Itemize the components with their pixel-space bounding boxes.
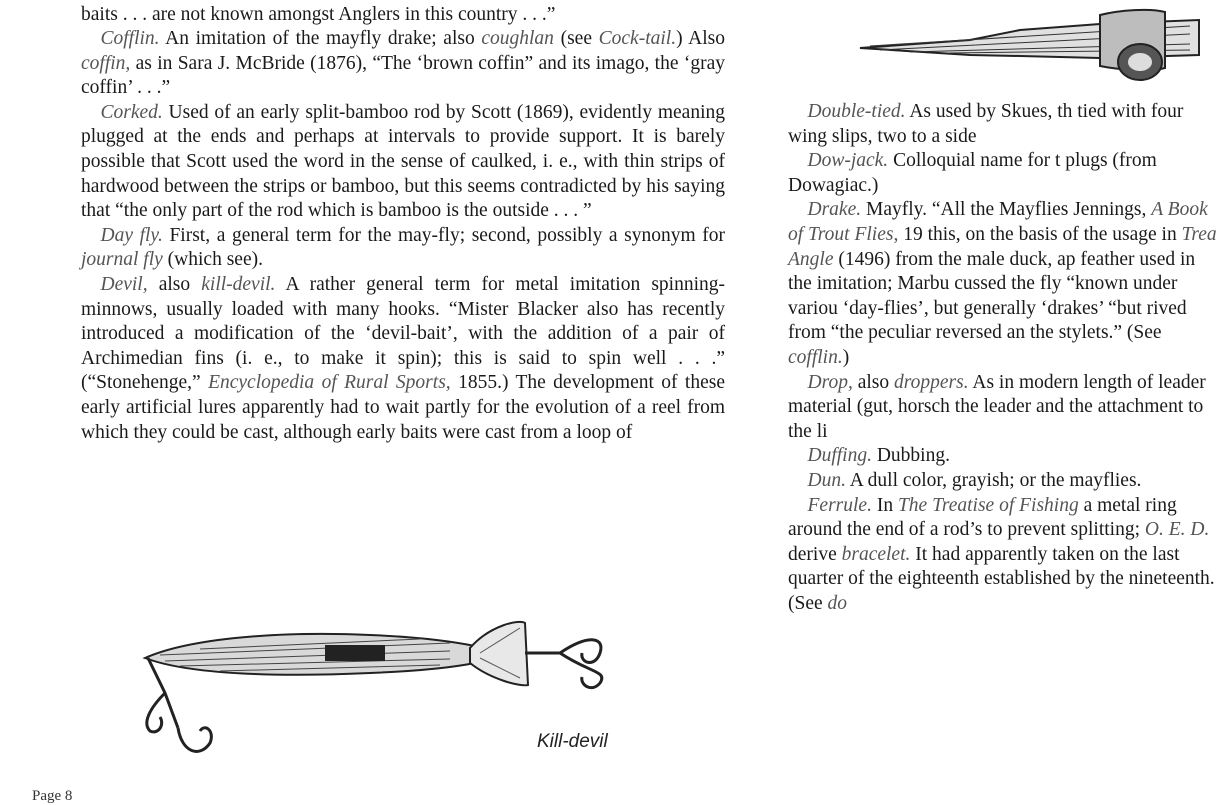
entry-body: As used by Skues, th tied with four wing slips, two to a side xyxy=(788,101,1184,147)
entry-dow-jack xyxy=(788,149,1218,198)
entry-body: also droppers. As in modern length of leader material (gut, horsch the leader and the attachment to the li xyxy=(788,371,1206,442)
entry-duffing xyxy=(788,444,1218,469)
entry-term: Double-tied. xyxy=(807,101,906,122)
entry-body: also kill-devil. A rather general term for metal imitation spinning-minnows, usually loaded with many hooks. “Mister Blacker also has recently introduced a modification of the ‘devil-bait’, with the addition of a pair of Archimedian fins (i. e., to make it spin); this is said to spin well . . .” (“Stonehenge,” Encyclopedia of Rural Sports, 1855.) The development of these early artificial lures apparently had to wait partly for the evolution of a reel from which they could be cast, although early baits were cast from a loop of xyxy=(81,273,725,443)
entry-cofflin xyxy=(81,27,725,101)
entry-term: Drake. xyxy=(807,199,862,221)
entry-devil xyxy=(81,273,725,445)
entry-term: Dow-jack. xyxy=(807,150,889,172)
entry-body: First, a general term for the may-fly; second, possibly a synonym for journal fly (which see). xyxy=(81,224,726,271)
entry-body: In The Treatise of Fishing a metal ring around the end of a rod’s to prevent splitting; O. E. D. derive bracelet. It had apparently taken on the last quarter of the eighteenth established by the nineteenth. (See do xyxy=(788,494,1215,614)
entry-term: Dun. xyxy=(807,469,846,491)
entry-term: Ferrule. xyxy=(807,494,872,516)
figure-caption: Kill-devil xyxy=(537,731,608,752)
entry-day-fly xyxy=(81,224,725,273)
page-number: Page 8 xyxy=(32,788,73,804)
left-column xyxy=(81,3,725,28)
entry-body: Used of an early split-bamboo rod by Scott (1869), evidently meaning plugged at the ends and perhaps at intervals to provide support. It is barely possible that Scott used the word in the sense of caulked, i. e., with thin strips of hardwood between the strips or bamboo, but this seems contradicted by his saying that “the only part of the rod which is bamboo is the outside . . . ” xyxy=(81,101,725,222)
entry-drake xyxy=(788,198,1218,370)
right-entries xyxy=(788,100,1218,616)
entry-body: A dull color, grayish; or the mayflies. xyxy=(845,469,1142,491)
entry-body: Dubbing. xyxy=(871,445,950,467)
entry-ferrule xyxy=(788,494,1218,617)
entry-double-tied xyxy=(788,100,1218,149)
entry-corked xyxy=(81,101,725,224)
kill-devil-illustration xyxy=(120,613,640,783)
entry-body: Colloquial name for t plugs (from Dowagiac.) xyxy=(788,150,1157,196)
entry-body: Mayfly. “All the Mayflies Jennings, A Book of Trout Flies, 19 this, on the basis of the usage in Trea Angle (1496) from the male duck, ap feather used in the imitation; Marbu cussed the fly “known under variou ‘day-flies’, but generally ‘drakes’ “but rived from “the peculiar reversed an the stylets.” (See cofflin.) xyxy=(788,199,1217,368)
entry-body: An imitation of the mayfly drake; also coughlan (see Cock-tail.) Also coffin, as in Sara J. McBride (1876), “The ‘brown coffin” and its imago, the ‘gray coffin’ . . .” xyxy=(81,28,725,99)
entry-term: Day fly. xyxy=(100,224,163,246)
entry-term: Devil, xyxy=(100,273,148,295)
entry-drop xyxy=(788,371,1218,445)
entry-term: Corked. xyxy=(100,101,163,123)
left-entries xyxy=(81,27,725,445)
entry-term: Cofflin. xyxy=(100,28,160,49)
entry-dun xyxy=(788,469,1218,494)
ferrule-illustration xyxy=(850,0,1199,95)
carryover-line: baits . . . are not known amongst Anglers in this country . . .” xyxy=(81,4,556,25)
entry-term: Drop, xyxy=(807,371,853,393)
entry-term: Duffing. xyxy=(807,445,872,467)
